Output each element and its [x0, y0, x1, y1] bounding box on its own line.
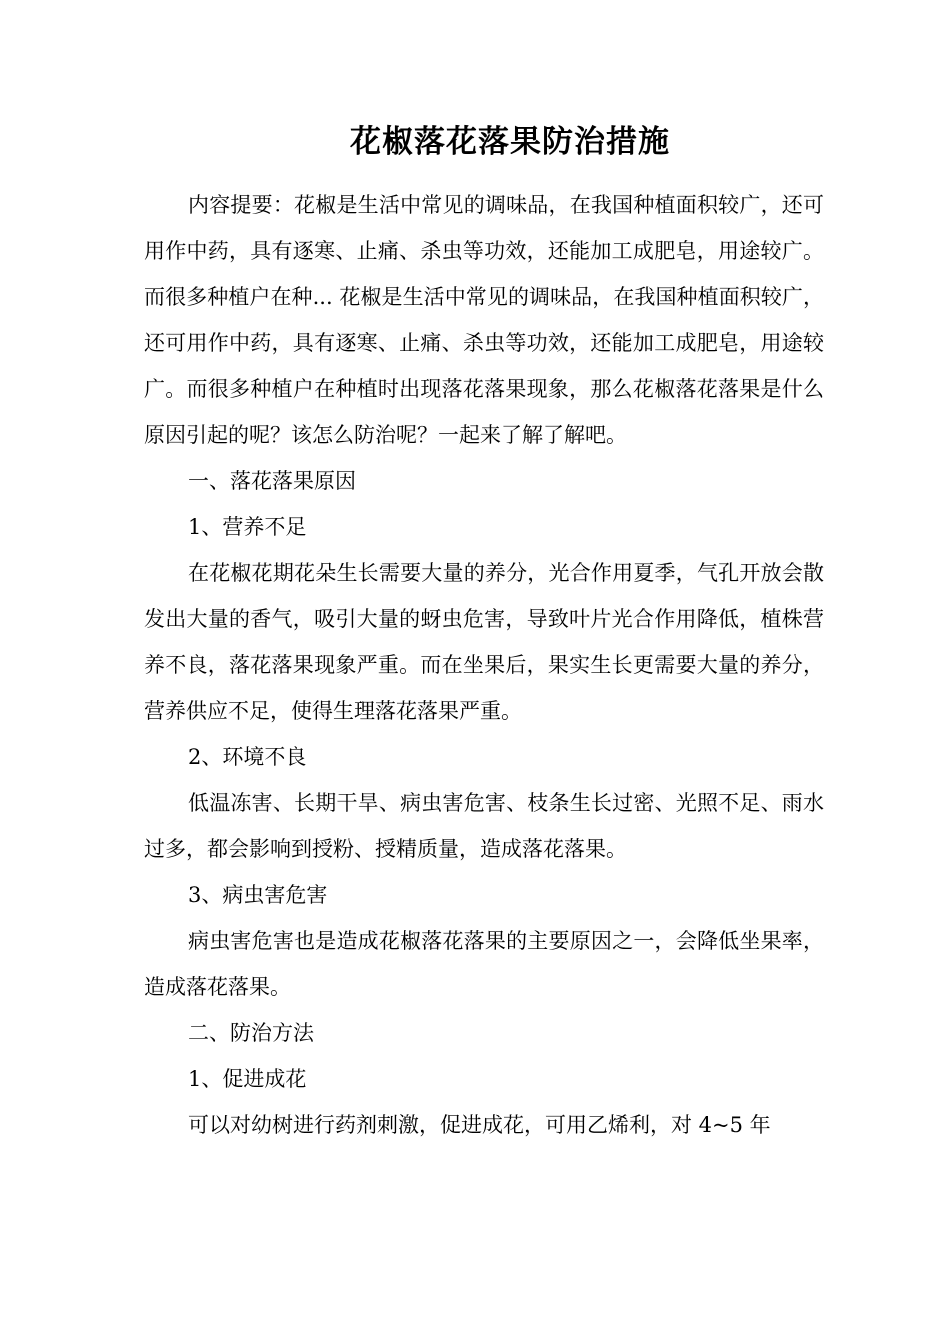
subheading-nutrition: 1、营养不足 — [188, 515, 307, 539]
summary-paragraph: 内容提要：花椒是生活中常见的调味品，在我国种植面积较广，还可用作中药，具有逐寒、止痛、杀虫等功效，还能加工成肥皂，用途较广。而很多种植户在种... 花椒是生活中常见的调味品，在我国种植面积较广，还可用作中药，具有逐寒、止痛、杀虫等功效，还能加工成肥皂，用途较广。而很多种植户在种植时出现落花落果现象，那么花椒落花落果是什么原因引起的呢？该怎么防治呢？一起来了解了解吧。 — [144, 193, 824, 447]
subheading-flowering: 1、促进成花 — [188, 1067, 307, 1091]
paragraph-flowering: 可以对幼树进行药剂刺激，促进成花，可用乙烯利，对 4~5 年 — [188, 1113, 771, 1137]
section-heading-methods: 二、防治方法 — [188, 1021, 314, 1045]
subheading-pests: 3、病虫害危害 — [188, 883, 328, 907]
paragraph-nutrition: 在花椒花期花朵生长需要大量的养分，光合作用夏季，气孔开放会散发出大量的香气，吸引大量的蚜虫危害，导致叶片光合作用降低，植株营养不良，落花落果现象严重。而在坐果后，果实生长更需要大量的养分，营养供应不足，使得生理落花落果严重。 — [144, 561, 824, 723]
subheading-environment: 2、环境不良 — [188, 745, 307, 769]
paragraph-pests: 病虫害危害也是造成花椒落花落果的主要原因之一，会降低坐果率，造成落花落果。 — [144, 929, 824, 999]
document-body — [144, 182, 824, 1148]
paragraph-environment: 低温冻害、长期干旱、病虫害危害、枝条生长过密、光照不足、雨水过多，都会影响到授粉、授精质量，造成落花落果。 — [144, 791, 824, 861]
document-title: 花椒落花落果防治措施 — [350, 124, 670, 160]
section-heading-causes: 一、落花落果原因 — [188, 469, 356, 493]
